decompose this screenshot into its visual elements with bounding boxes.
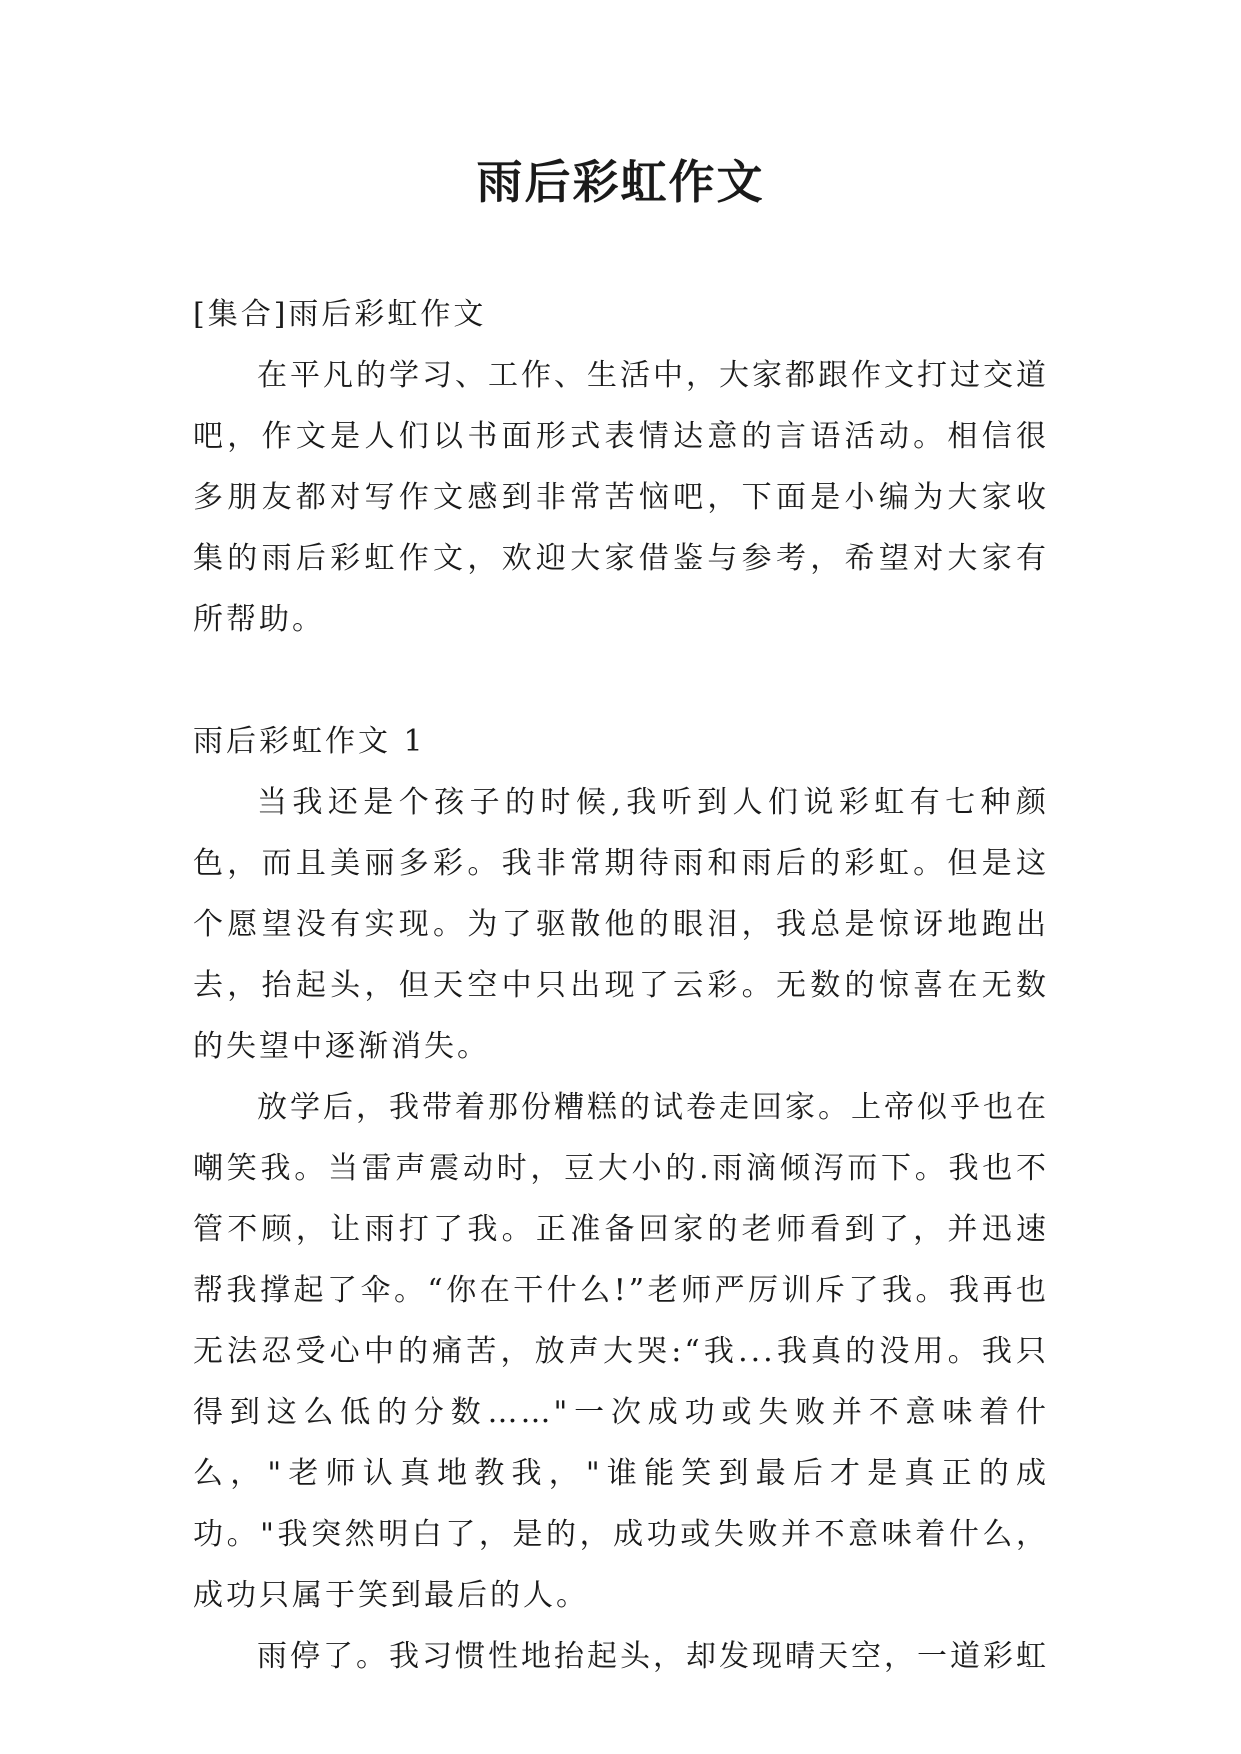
section-heading: 雨后彩虹作文 1 — [193, 724, 426, 759]
body-paragraph-1: 当我还是个孩子的时候,我听到人们说彩虹有七种颜色，而且美丽多彩。我非常期待雨和雨后的彩虹。但是这个愿望没有实现。为了驱散他的眼泪，我总是惊讶地跑出去，抬起头，但天空中只出现了云彩。无数的惊喜在无数的失望中逐渐消失。 — [193, 785, 1049, 1064]
body-paragraph-3: 雨停了。我习惯性地抬起头，却发现晴天空，一道彩虹 — [257, 1639, 1049, 1674]
document-subtitle: [集合]雨后彩虹作文 — [193, 297, 487, 332]
document-body — [193, 284, 1049, 1687]
body-paragraph-2: 放学后，我带着那份糟糕的试卷走回家。上帝似乎也在嘲笑我。当雷声震动时，豆大小的.雨滴倾泻而下。我也不管不顾，让雨打了我。正准备回家的老师看到了，并迅速帮我撑起了伞。“你在干什么!”老师严厉训斥了我。我再也无法忍受心中的痛苦，放声大哭:“我...我真的没用。我只得到这么低的分数……"一次成功或失败并不意味着什么，"老师认真地教我，"谁能笑到最后才是真正的成功。"我突然明白了，是的，成功或失败并不意味着什么，成功只属于笑到最后的人。 — [193, 1090, 1049, 1613]
section-spacer — [193, 650, 1049, 711]
intro-paragraph: 在平凡的学习、工作、生活中，大家都跟作文打过交道吧，作文是人们以书面形式表情达意的言语活动。相信很多朋友都对写作文感到非常苦恼吧，下面是小编为大家收集的雨后彩虹作文，欢迎大家借鉴与参考，希望对大家有所帮助。 — [193, 358, 1049, 637]
document-title: 雨后彩虹作文 — [476, 155, 765, 209]
